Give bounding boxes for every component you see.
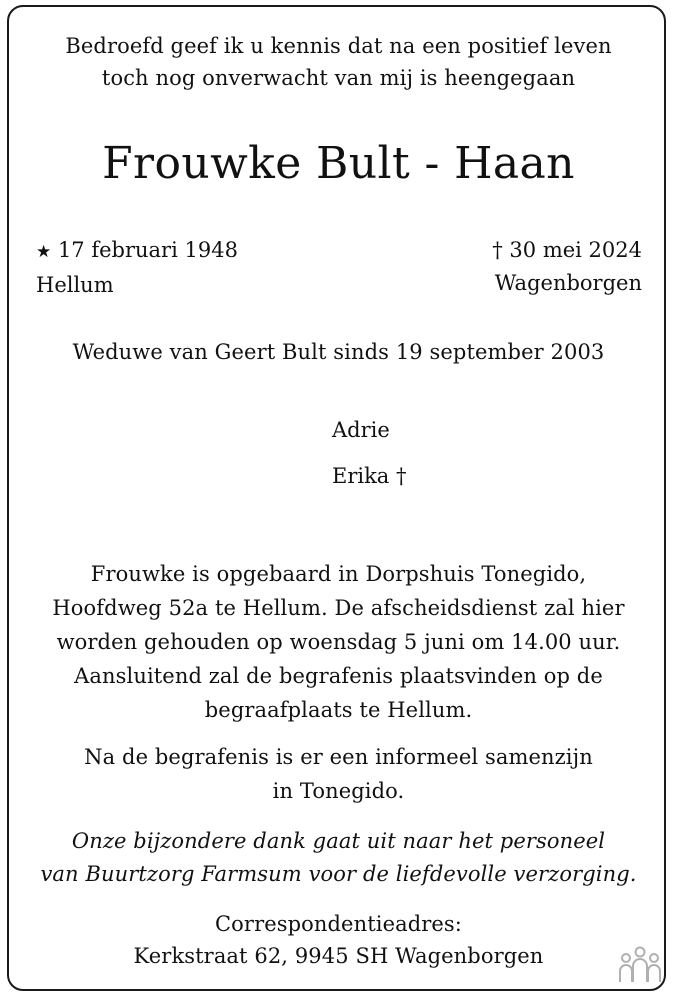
correspondence-address <box>0 908 677 972</box>
funeral-line-5: begraafplaats te Hellum. <box>204 698 473 722</box>
death-info <box>492 234 642 300</box>
gathering-line-1: Na de begrafenis is er een informeel samenzijn <box>84 745 593 769</box>
funeral-line-2: Hoofdweg 52a te Hellum. De afscheidsdienst zal hier <box>52 596 625 620</box>
thanks-line-2: van Buurtzorg Farmsum voor de liefdevolle verzorging. <box>40 862 637 886</box>
birth-info <box>36 234 238 302</box>
intro-line-2: toch nog onverwacht van mij is heengegaan <box>101 66 576 90</box>
gathering-details <box>0 740 677 808</box>
thanks-line-1: Onze bijzondere dank gaat uit naar het personeel <box>71 829 606 853</box>
death-date: 30 mei 2024 <box>509 238 642 262</box>
death-place: Wagenborgen <box>494 271 642 295</box>
cross-icon: † <box>492 238 503 262</box>
birth-date: 17 februari 1948 <box>57 238 238 262</box>
gathering-line-2: in Tonegido. <box>272 779 405 803</box>
child-name-2: Erika † <box>332 464 407 488</box>
people-group-icon <box>617 944 663 984</box>
deceased-name: Frouwke Bult - Haan <box>102 138 575 189</box>
funeral-details <box>0 557 677 727</box>
intro-line-1: Bedroefd geef ik u kennis dat na een positief leven <box>65 34 612 58</box>
children-list <box>332 414 407 506</box>
intro-text <box>0 30 677 94</box>
thanks-note <box>0 825 677 891</box>
star-icon: ★ <box>36 242 52 262</box>
funeral-line-4: Aansluitend zal de begrafenis plaatsvinden op de <box>74 664 603 688</box>
widow-line: Weduwe van Geert Bult sinds 19 september 2003 <box>72 340 605 364</box>
funeral-line-1: Frouwke is opgebaard in Dorpshuis Tonegido, <box>90 562 587 586</box>
birth-place: Hellum <box>36 273 114 297</box>
funeral-line-3: worden gehouden op woensdag 5 juni om 14.00 uur. <box>56 630 621 654</box>
correspondence-street: Kerkstraat 62, 9945 SH Wagenborgen <box>133 944 544 968</box>
correspondence-label: Correspondentieadres: <box>215 912 462 936</box>
child-name-1: Adrie <box>332 418 390 442</box>
